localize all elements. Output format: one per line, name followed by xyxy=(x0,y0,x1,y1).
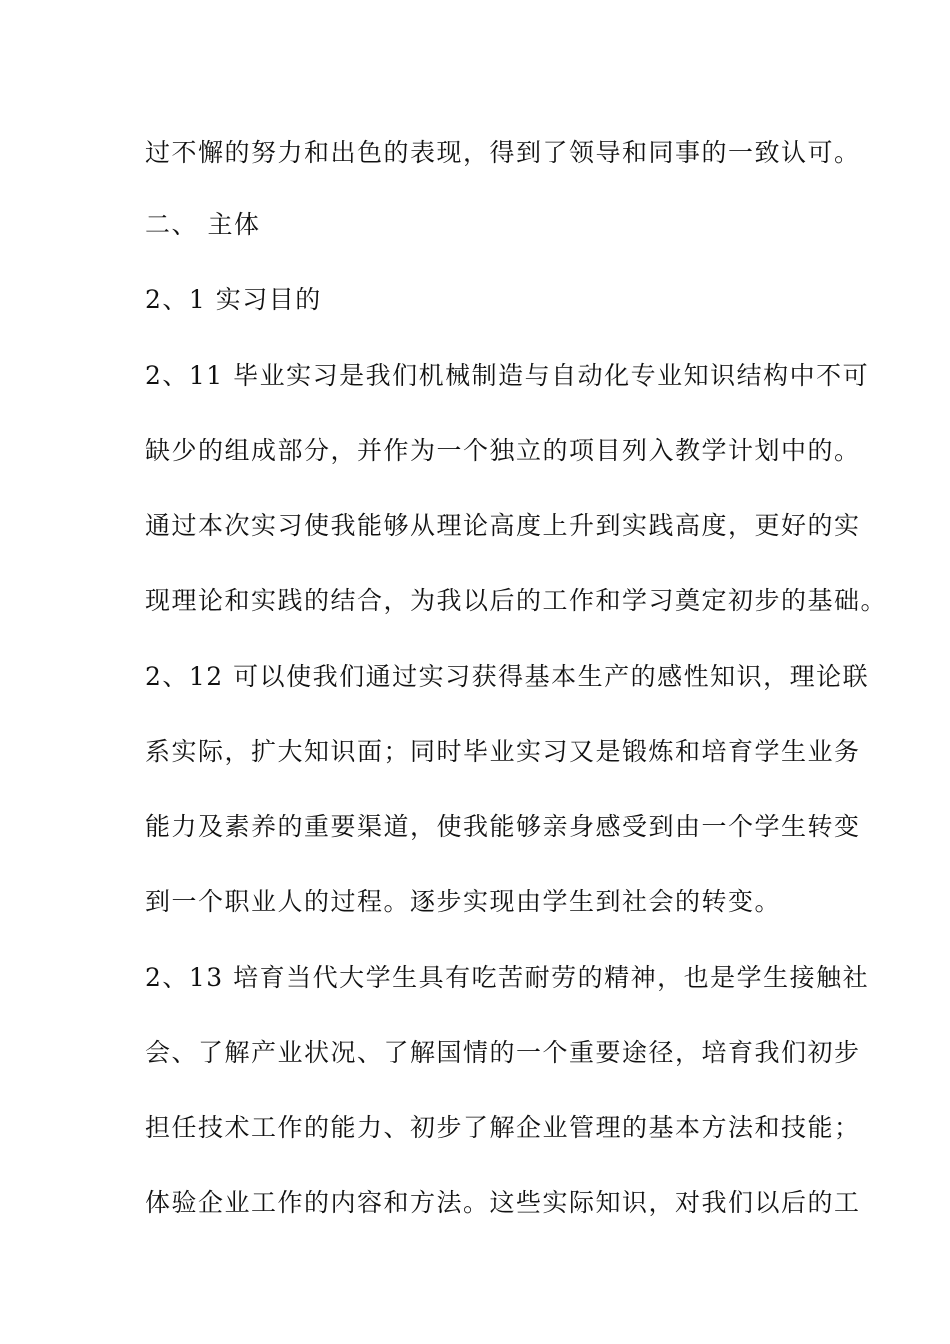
text-line: 缺少的组成部分，并作为一个独立的项目列入教学计划中的。 xyxy=(145,436,861,465)
text-line: 会、了解产业状况、了解国情的一个重要途径，培育我们初步 xyxy=(145,1038,861,1067)
text-line: 能力及素养的重要渠道，使我能够亲身感受到由一个学生转变 xyxy=(145,812,861,841)
text-line: 系实际，扩大知识面；同时毕业实习又是锻炼和培育学生业务 xyxy=(145,737,861,766)
text-line: 现理论和实践的结合，为我以后的工作和学习奠定初步的基础。 xyxy=(145,586,888,615)
text-line: 2、13 培育当代大学生具有吃苦耐劳的精神，也是学生接触社 xyxy=(145,963,870,992)
text-line: 过不懈的努力和出色的表现，得到了领导和同事的一致认可。 xyxy=(145,138,861,167)
text-line: 体验企业工作的内容和方法。这些实际知识，对我们以后的工 xyxy=(145,1188,861,1217)
text-line: 2、12 可以使我们通过实习获得基本生产的感性知识，理论联 xyxy=(145,662,870,691)
text-line: 2、11 毕业实习是我们机械制造与自动化专业知识结构中不可 xyxy=(145,361,870,390)
subsection-heading: 2、1 实习目的 xyxy=(145,285,322,314)
text-line: 到一个职业人的过程。逐步实现由学生到社会的转变。 xyxy=(145,887,782,916)
text-line: 担任技术工作的能力、初步了解企业管理的基本方法和技能； xyxy=(145,1113,861,1142)
text-line: 通过本次实习使我能够从理论高度上升到实践高度，更好的实 xyxy=(145,511,861,540)
section-heading: 二、 主体 xyxy=(145,210,261,239)
